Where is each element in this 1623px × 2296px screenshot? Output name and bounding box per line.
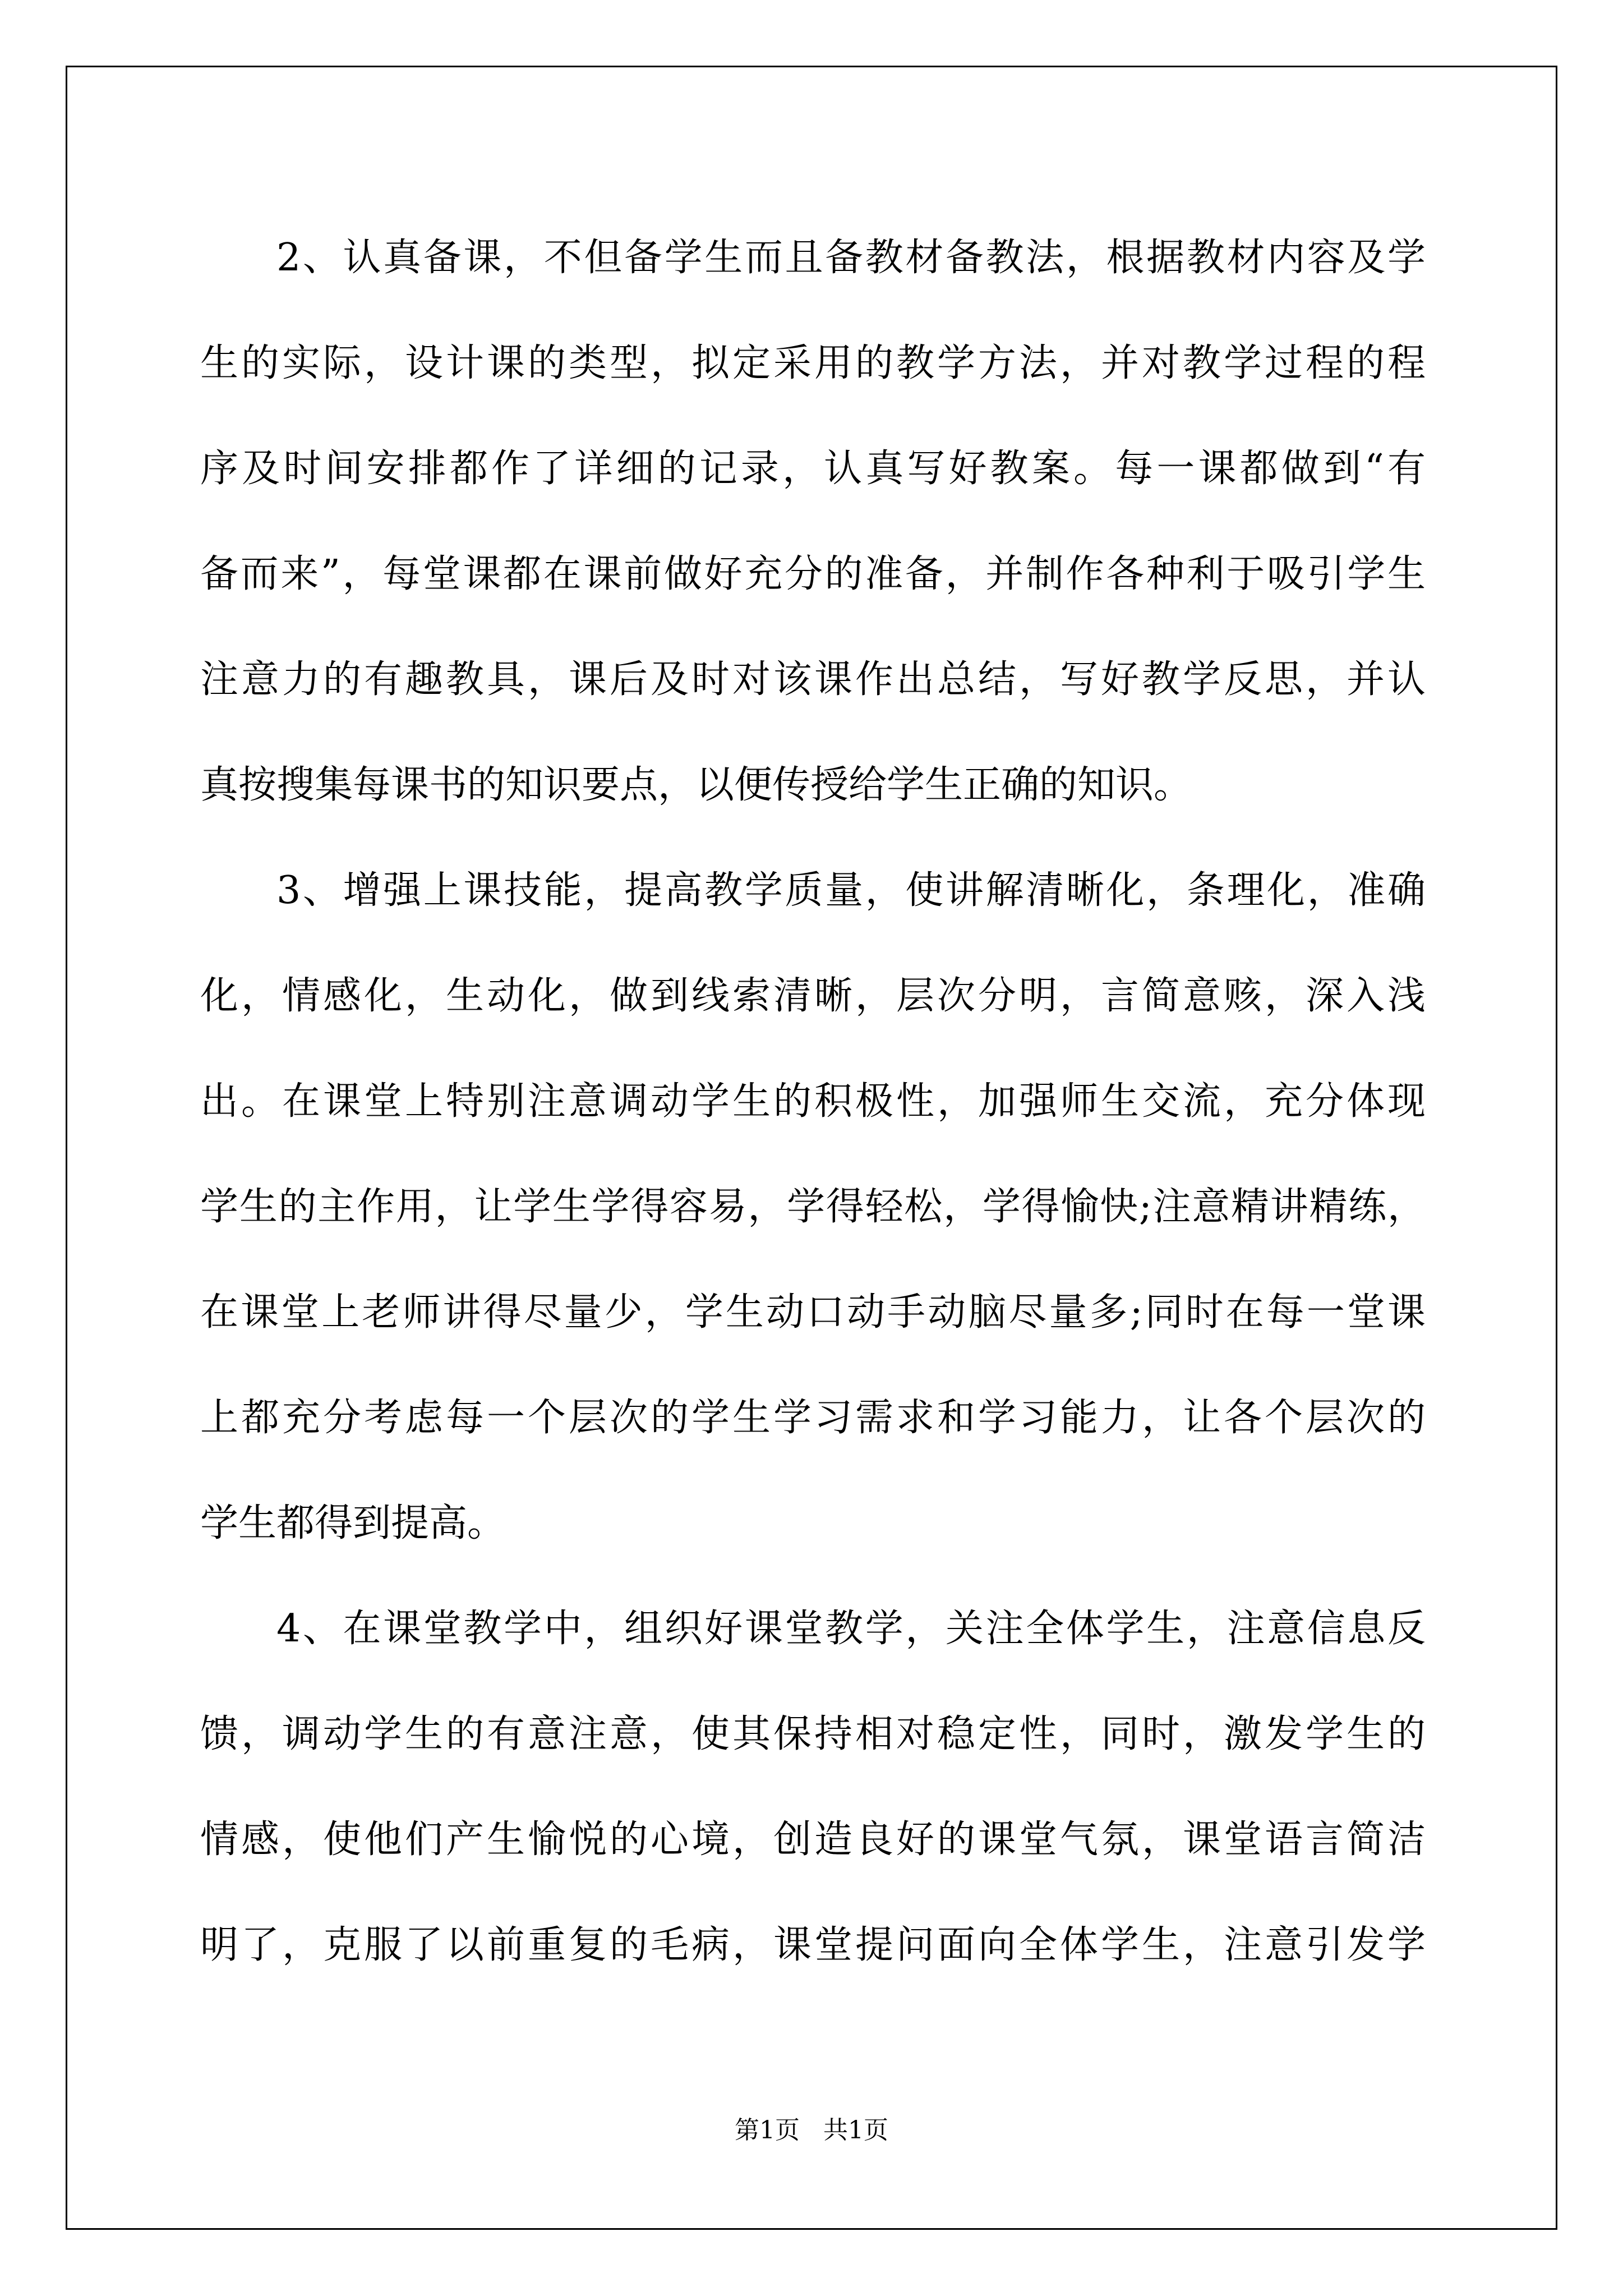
text-line: 生的实际，设计课的类型，拟定采用的教学方法，并对教学过程的程 [200, 341, 1426, 385]
text-line: 注意力的有趣教具，课后及时对该课作出总结，写好教学反思，并认 [200, 657, 1426, 702]
text-line: 出。在课堂上特别注意调动学生的积极性，加强师生交流，充分体现 [200, 1079, 1426, 1124]
text-line: 在课堂上老师讲得尽量少，学生动口动手动脑尽量多;同时在每一堂课 [200, 1290, 1426, 1335]
page-number: 第1页 [735, 2116, 800, 2145]
page-footer [0, 2110, 1623, 2146]
text-line: 上都充分考虑每一个层次的学生学习需求和学习能力，让各个层次的 [200, 1396, 1426, 1440]
text-line: 情感，使他们产生愉悦的心境，创造良好的课堂气氛，课堂语言简洁 [200, 1818, 1426, 1862]
text-line: 备而来”，每堂课都在课前做好充分的准备，并制作各种利于吸引学生 [200, 552, 1426, 596]
paragraph-2 [200, 205, 1426, 838]
text-line: 馈，调动学生的有意注意，使其保持相对稳定性，同时，激发学生的 [200, 1712, 1426, 1756]
text-line: 化，情感化，生动化，做到线索清晰，层次分明，言简意赅，深入浅 [200, 974, 1426, 1018]
paragraph-3 [200, 838, 1426, 1576]
text-line: 明了，克服了以前重复的毛病，课堂提问面向全体学生，注意引发学 [200, 1923, 1426, 1967]
text-line: 2、认真备课，不但备学生而且备教材备教法，根据教材内容及学 [276, 236, 1426, 280]
paragraph-4 [200, 1576, 1426, 1998]
text-line: 序及时间安排都作了详细的记录，认真写好教案。每一课都做到“有 [200, 447, 1426, 491]
text-line: 3、增强上课技能，提高教学质量，使讲解清晰化，条理化，准确 [276, 868, 1426, 913]
text-line: 4、在课堂教学中，组织好课堂教学，关注全体学生，注意信息反 [276, 1607, 1426, 1651]
page-total: 共1页 [823, 2116, 888, 2145]
document-body [200, 205, 1426, 1998]
text-line: 学生都得到提高。 [200, 1501, 506, 1545]
text-line: 学生的主作用，让学生学得容易，学得轻松，学得愉快;注意精讲精练， [200, 1185, 1426, 1229]
text-line: 真按搜集每课书的知识要点，以便传授给学生正确的知识。 [200, 763, 1192, 807]
